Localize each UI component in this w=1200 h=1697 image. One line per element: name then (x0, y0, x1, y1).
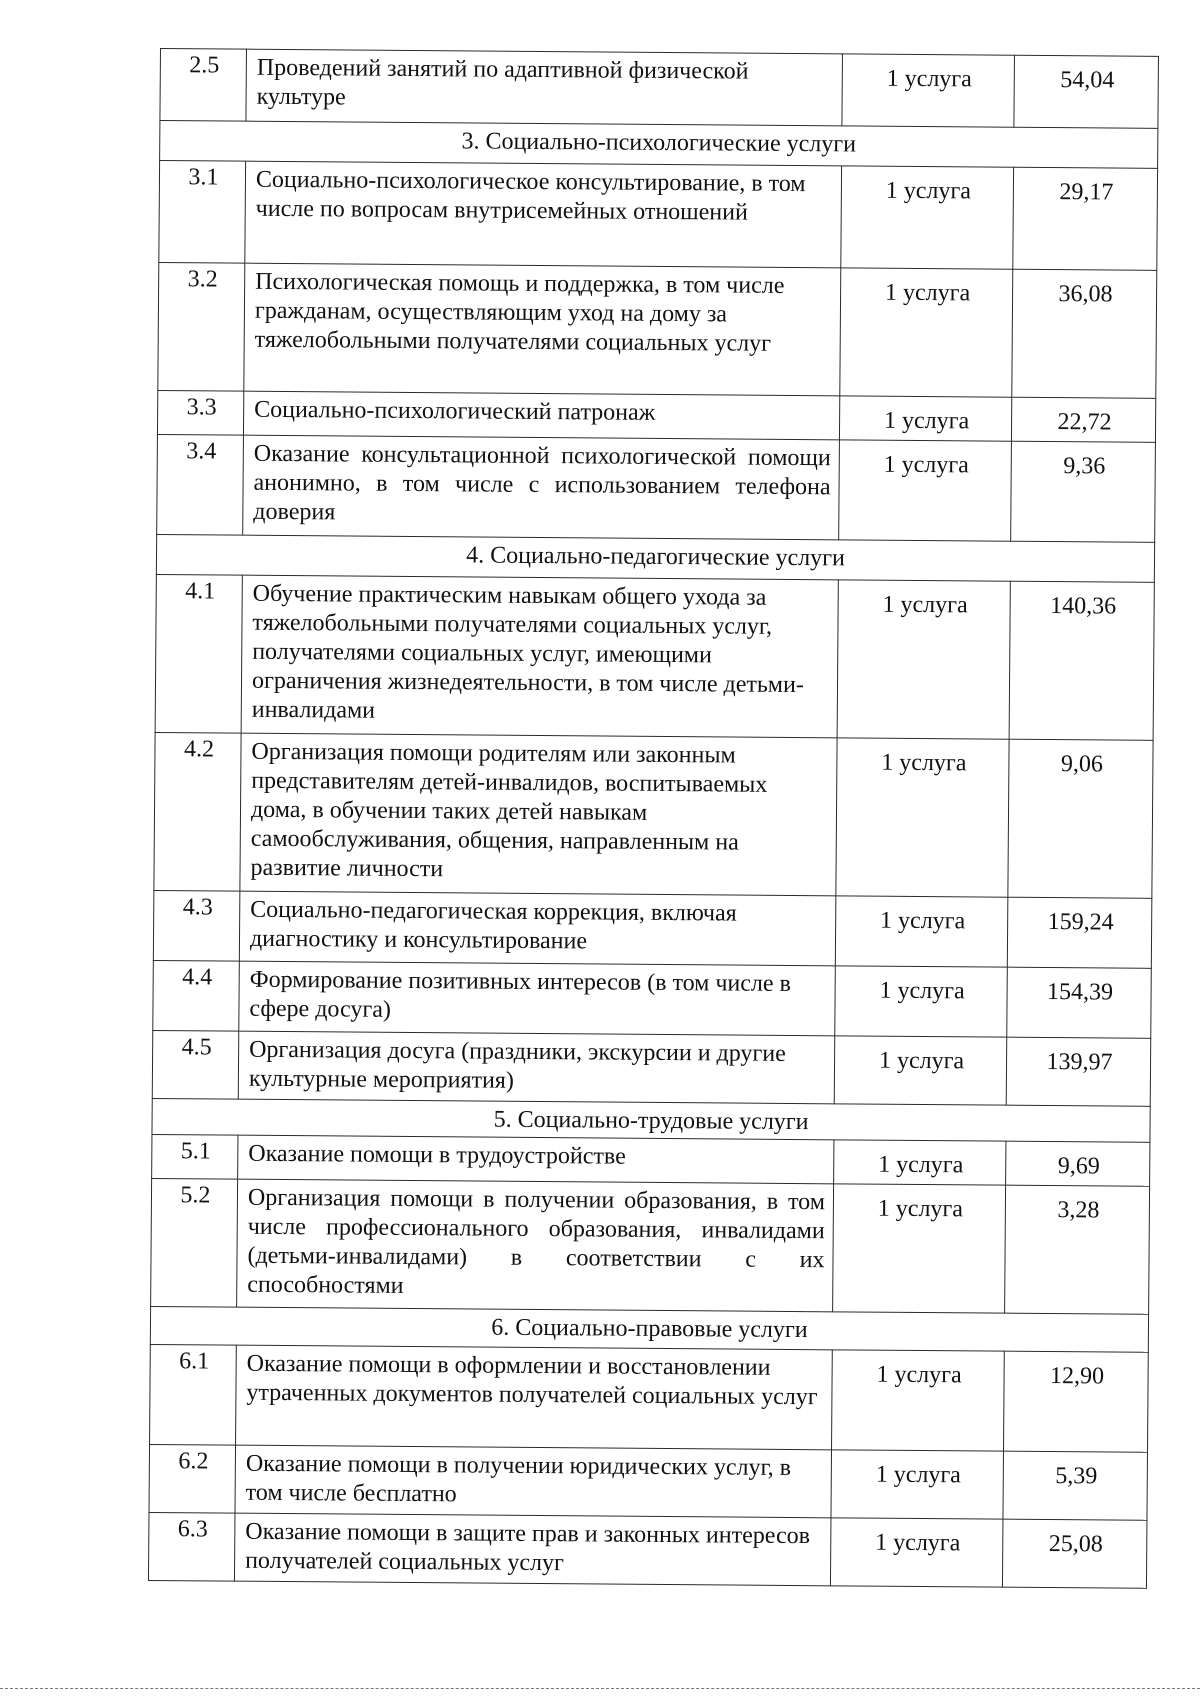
service-price-cell: 9,69 (1006, 1141, 1150, 1186)
service-unit-cell: 1 услуга (839, 440, 1012, 541)
section-title: 4. Социально-педагогические услуги (156, 534, 1154, 582)
service-number-cell: 3.4 (157, 434, 244, 535)
service-number-cell: 4.3 (153, 890, 240, 961)
service-price-cell: 159,24 (1007, 897, 1152, 968)
service-unit-cell: 1 услуга (833, 1184, 1006, 1313)
service-unit-cell: 1 услуга (834, 1140, 1006, 1185)
service-price-cell: 25,08 (1002, 1519, 1147, 1588)
table-row (154, 732, 1153, 898)
table-row (152, 1134, 1150, 1186)
section-title: 6. Социально-правовые услуги (150, 1306, 1148, 1352)
service-name-cell: Формирование позитивных интересов (в том числе в сфере досуга) (239, 961, 836, 1036)
service-price-cell: 140,36 (1009, 581, 1154, 740)
service-unit-cell: 1 услуга (839, 396, 1011, 441)
service-unit-cell: 1 услуга (840, 268, 1013, 397)
table-row (160, 49, 1159, 129)
service-number-cell: 4.4 (153, 960, 240, 1031)
service-price-cell: 154,39 (1007, 967, 1152, 1038)
service-name-cell: Оказание помощи в оформлении и восстановлении утраченных документов получателей социальных услуг (236, 1345, 833, 1450)
service-price-cell: 54,04 (1014, 55, 1159, 128)
service-unit-cell: 1 услуга (830, 1518, 1003, 1587)
service-name-cell: Организация помощи родителям или законным представителям детей-инвалидов, воспитываемых дома, в обучении таких детей навыкам самообслуживания, общения, направленным на развитие личности (240, 733, 837, 896)
table-row (149, 1444, 1148, 1520)
service-number-cell: 3.1 (159, 161, 246, 264)
service-name-cell: Социально-психологическое консультирование, в том числе по вопросам внутрисемейных отношений (245, 161, 842, 268)
service-number-cell: 4.2 (154, 732, 241, 891)
table-row (157, 434, 1156, 542)
service-price-cell: 9,06 (1008, 739, 1153, 898)
section-title: 5. Социально-трудовые услуги (152, 1098, 1150, 1142)
service-number-cell: 3.3 (157, 390, 243, 435)
service-name-cell: Оказание помощи в трудоустройстве (238, 1135, 834, 1184)
table-row (153, 890, 1152, 968)
service-number-cell: 3.2 (158, 262, 245, 391)
service-price-cell: 22,72 (1011, 397, 1155, 442)
service-price-cell: 5,39 (1003, 1451, 1148, 1520)
service-number-cell: 6.1 (150, 1344, 237, 1445)
service-number-cell: 4.1 (155, 574, 242, 733)
service-name-cell: Психологическая помощь и поддержка, в том числе гражданам, осуществляющим уход на дому за тяжелобольными получателями социальных услуг (244, 263, 841, 396)
service-name-cell: Проведений занятий по адаптивной физической культуре (246, 49, 843, 126)
service-unit-cell: 1 услуга (835, 896, 1008, 967)
service-name-cell: Социально-психологический патронаж (243, 391, 839, 440)
service-number-cell: 2.5 (160, 49, 247, 122)
service-price-cell: 139,97 (1006, 1037, 1151, 1106)
service-name-cell: Оказание помощи в получении юридических услуг, в том числе бесплатно (235, 1445, 832, 1518)
service-unit-cell: 1 услуга (834, 1036, 1007, 1105)
services-table-wrapper (148, 48, 1158, 1589)
service-unit-cell: 1 услуга (832, 1350, 1005, 1451)
service-unit-cell: 1 услуга (841, 166, 1014, 269)
service-name-cell: Обучение практическим навыкам общего ухода за тяжелобольными получателями социальных услуг, получателями социальных услуг, имеющими ограничения жизнедеятельности, в том числе детьми-инвалидами (241, 575, 838, 738)
table-row (158, 262, 1157, 398)
service-price-cell: 29,17 (1013, 167, 1158, 270)
service-name-cell: Социально-педагогическая коррекция, включая диагностику и консультирование (239, 891, 836, 966)
service-price-cell: 36,08 (1012, 269, 1157, 398)
table-row (151, 1178, 1150, 1314)
table-row (155, 574, 1154, 740)
table-row (157, 390, 1155, 442)
table-row (148, 1512, 1147, 1588)
service-number-cell: 4.5 (152, 1030, 239, 1099)
service-name-cell: Организация помощи в получении образования, в том числе профессионального образования, инвалидами (детьми-инвалидами) в соответствии с их способностями (237, 1179, 834, 1312)
table-row (153, 960, 1152, 1038)
service-name-cell: Оказание консультационной психологической помощи анонимно, в том числе с использованием телефона доверия (243, 435, 840, 540)
service-unit-cell: 1 услуга (837, 580, 1010, 739)
page-bottom-scan-line (0, 1688, 1200, 1689)
service-unit-cell: 1 услуга (842, 54, 1015, 127)
service-unit-cell: 1 услуга (835, 966, 1008, 1037)
section-title: 3. Социально-психологические услуги (160, 121, 1158, 169)
services-tariff-table (148, 48, 1159, 1589)
table-row (150, 1344, 1149, 1452)
service-unit-cell: 1 услуга (831, 1450, 1004, 1519)
table-row (152, 1030, 1151, 1106)
service-unit-cell: 1 услуга (836, 738, 1009, 897)
service-number-cell: 6.2 (149, 1444, 236, 1513)
service-name-cell: Организация досуга (праздники, экскурсии и другие культурные мероприятия) (238, 1031, 835, 1104)
service-price-cell: 9,36 (1011, 441, 1156, 542)
service-number-cell: 5.2 (151, 1178, 238, 1307)
service-price-cell: 3,28 (1005, 1185, 1150, 1314)
service-name-cell: Оказание помощи в защите прав и законных интересов получателей социальных услуг (234, 1513, 831, 1586)
service-number-cell: 6.3 (148, 1512, 235, 1581)
service-price-cell: 12,90 (1004, 1351, 1149, 1452)
table-row (159, 161, 1158, 271)
service-number-cell: 5.1 (152, 1134, 238, 1179)
services-table-body (148, 49, 1158, 1589)
